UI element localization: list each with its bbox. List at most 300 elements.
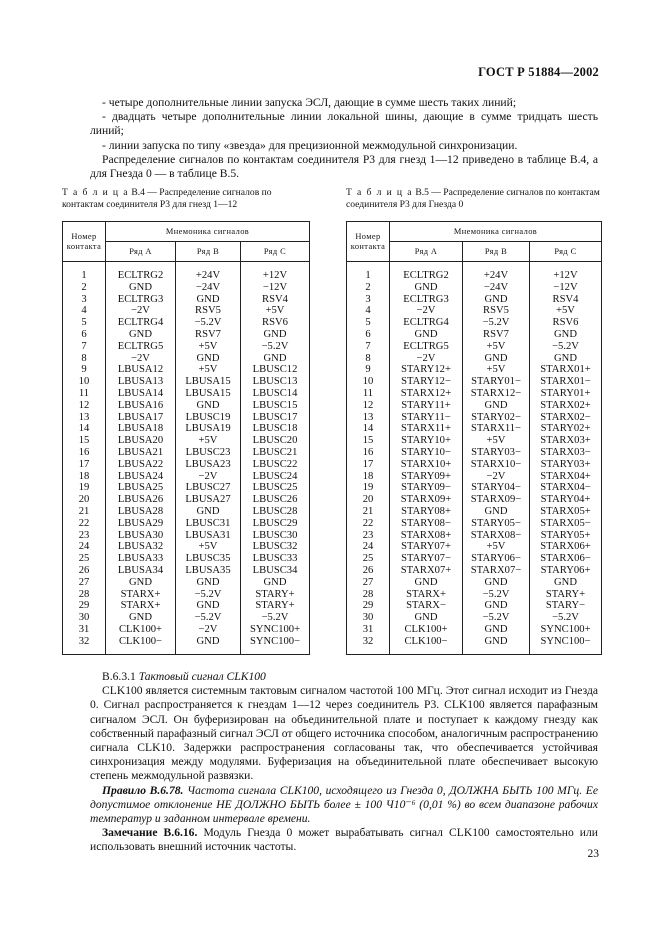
cell-number: 19 — [63, 482, 106, 494]
table-b4-header-row-b: Ряд В — [176, 242, 241, 262]
cell-row-b: GND — [463, 577, 530, 589]
cell-row-a: STARX+ — [390, 589, 463, 601]
cell-number: 7 — [63, 341, 106, 353]
table-row — [347, 294, 602, 306]
cell-number: 29 — [63, 600, 106, 612]
cell-row-c: STARX04− — [530, 482, 602, 494]
cell-row-c: STARX03− — [530, 447, 602, 459]
table-row — [347, 353, 602, 365]
table-b5-caption-prefix: Т а б л и ц а — [346, 187, 413, 198]
cell-number: 1 — [347, 262, 390, 282]
cell-row-c: GND — [530, 329, 602, 341]
cell-number: 9 — [63, 364, 106, 376]
table-row — [347, 317, 602, 329]
cell-row-c: LBUSC13 — [241, 376, 310, 388]
cell-number: 28 — [63, 589, 106, 601]
cell-row-a: −2V — [390, 353, 463, 365]
cell-number: 26 — [347, 565, 390, 577]
cell-number: 13 — [347, 412, 390, 424]
cell-number: 30 — [63, 612, 106, 624]
cell-row-c: −5.2V — [530, 612, 602, 624]
cell-row-b: STARY05− — [463, 518, 530, 530]
cell-row-c: STARY− — [530, 600, 602, 612]
table-row — [347, 589, 602, 601]
cell-row-a: ECLTRG4 — [390, 317, 463, 329]
cell-row-b: +5V — [463, 435, 530, 447]
table-row — [347, 541, 602, 553]
cell-number: 2 — [347, 282, 390, 294]
cell-row-c: STARY+ — [241, 600, 310, 612]
cell-number: 26 — [63, 565, 106, 577]
cell-row-a: LBUSA16 — [106, 400, 176, 412]
section-heading-title: Тактовый сигнал CLK100 — [138, 670, 266, 683]
cell-row-b: STARY03− — [463, 447, 530, 459]
rule-text: Частота сигнала CLK100, исходящего из Гнезда 0, ДОЛЖНА БЫТЬ 100 МГц. Ее допустимое отклонение НЕ ДОЛЖНО БЫТЬ более ± 100 Ч10⁻⁶ (0,01 %) во всем диапазоне рабочих температур и заданном интервале времени. — [90, 783, 598, 826]
cell-number: 22 — [347, 518, 390, 530]
cell-row-a: STARY07− — [390, 553, 463, 565]
cell-row-a: LBUSA20 — [106, 435, 176, 447]
page-number: 23 — [587, 848, 599, 860]
cell-number: 23 — [63, 530, 106, 542]
cell-row-b: STARX12− — [463, 388, 530, 400]
cell-row-c: STARX02− — [530, 412, 602, 424]
table-row — [63, 364, 310, 376]
cell-row-b: LBUSC31 — [176, 518, 241, 530]
table-row — [63, 506, 310, 518]
cell-row-c: +12V — [241, 262, 310, 282]
cell-row-b: −2V — [176, 471, 241, 483]
cell-row-b: +5V — [176, 364, 241, 376]
cell-number: 8 — [347, 353, 390, 365]
cell-row-a: LBUSA33 — [106, 553, 176, 565]
cell-row-b: GND — [463, 600, 530, 612]
cell-row-c: −5.2V — [241, 612, 310, 624]
table-row — [347, 459, 602, 471]
cell-row-b: −5.2V — [176, 612, 241, 624]
table-row — [347, 447, 602, 459]
cell-row-c: GND — [530, 577, 602, 589]
table-row — [63, 624, 310, 636]
section-heading — [90, 670, 598, 684]
cell-row-a: STARY10+ — [390, 435, 463, 447]
cell-number: 4 — [347, 305, 390, 317]
table-row — [63, 541, 310, 553]
intro-line-4: Распределение сигналов по контактам соединителя Р3 для гнезд 1—12 приведено в таблице В.4, а для Гнезда 0 — в таблице В.5. — [90, 152, 598, 181]
table-row — [63, 612, 310, 624]
cell-row-a: STARY11+ — [390, 400, 463, 412]
table-row — [347, 518, 602, 530]
cell-row-c: RSV6 — [241, 317, 310, 329]
intro-line-3: - линии запуска по типу «звезда» для прецизионной межмодульной синхронизации. — [102, 138, 518, 152]
cell-row-b: GND — [463, 400, 530, 412]
cell-row-c: LBUSC22 — [241, 459, 310, 471]
cell-number: 32 — [347, 636, 390, 654]
cell-row-a: LBUSA22 — [106, 459, 176, 471]
cell-row-b: GND — [463, 506, 530, 518]
cell-row-b: −24V — [176, 282, 241, 294]
cell-number: 24 — [347, 541, 390, 553]
cell-number: 6 — [63, 329, 106, 341]
cell-row-c: LBUSC32 — [241, 541, 310, 553]
cell-number: 25 — [63, 553, 106, 565]
table-row — [63, 577, 310, 589]
cell-row-a: STARX09+ — [390, 494, 463, 506]
cell-number: 17 — [347, 459, 390, 471]
table-b5-header-row-a: Ряд А — [390, 242, 463, 262]
cell-row-c: LBUSC12 — [241, 364, 310, 376]
table-row — [63, 600, 310, 612]
table-row — [63, 353, 310, 365]
table-row — [347, 636, 602, 654]
cell-row-b: +5V — [176, 341, 241, 353]
cell-row-a: STARX+ — [106, 589, 176, 601]
cell-row-a: STARX− — [390, 600, 463, 612]
cell-row-b: GND — [176, 577, 241, 589]
cell-row-b: GND — [176, 353, 241, 365]
cell-row-a: STARX12+ — [390, 388, 463, 400]
section-text — [90, 670, 598, 855]
cell-row-b: GND — [176, 636, 241, 654]
cell-row-b: −5.2V — [463, 317, 530, 329]
cell-number: 16 — [347, 447, 390, 459]
standard-header: ГОСТ Р 51884—2002 — [478, 65, 599, 79]
cell-row-c: STARX02+ — [530, 400, 602, 412]
cell-row-c: STARY+ — [530, 589, 602, 601]
cell-row-b: LBUSA31 — [176, 530, 241, 542]
cell-row-c: LBUSC21 — [241, 447, 310, 459]
cell-row-c: LBUSC29 — [241, 518, 310, 530]
cell-row-a: STARY09− — [390, 482, 463, 494]
cell-number: 29 — [347, 600, 390, 612]
cell-row-a: GND — [390, 577, 463, 589]
cell-row-c: GND — [241, 577, 310, 589]
section-heading-number: В.6.3.1 — [102, 670, 136, 683]
cell-row-c: SYNC100+ — [530, 624, 602, 636]
table-row — [63, 294, 310, 306]
cell-row-b: −5.2V — [463, 589, 530, 601]
cell-number: 28 — [347, 589, 390, 601]
cell-row-c: SYNC100+ — [241, 624, 310, 636]
cell-row-a: ECLTRG3 — [390, 294, 463, 306]
cell-row-b: LBUSC27 — [176, 482, 241, 494]
table-row — [347, 482, 602, 494]
cell-row-c: LBUSC30 — [241, 530, 310, 542]
cell-row-b: GND — [463, 624, 530, 636]
cell-row-c: LBUSC14 — [241, 388, 310, 400]
cell-row-b: LBUSA23 — [176, 459, 241, 471]
table-row — [63, 553, 310, 565]
cell-row-a: −2V — [390, 305, 463, 317]
cell-row-b: LBUSA27 — [176, 494, 241, 506]
cell-row-b: RSV5 — [176, 305, 241, 317]
cell-row-a: STARY11− — [390, 412, 463, 424]
cell-number: 27 — [63, 577, 106, 589]
cell-row-b: STARY01− — [463, 376, 530, 388]
cell-number: 21 — [63, 506, 106, 518]
cell-number: 31 — [63, 624, 106, 636]
cell-row-b: LBUSA19 — [176, 423, 241, 435]
table-row — [347, 565, 602, 577]
table-b4-header-number: Номер контакта — [63, 222, 106, 262]
cell-number: 14 — [63, 423, 106, 435]
table-b4-caption-prefix: Т а б л и ц а — [62, 187, 129, 198]
table-b5-header-number: Номер контакта — [347, 222, 390, 262]
cell-number: 1 — [63, 262, 106, 282]
cell-number: 20 — [347, 494, 390, 506]
table-row — [63, 589, 310, 601]
cell-number: 31 — [347, 624, 390, 636]
cell-row-b: +5V — [176, 541, 241, 553]
cell-row-c: LBUSC15 — [241, 400, 310, 412]
cell-row-a: STARY08+ — [390, 506, 463, 518]
cell-row-a: ECLTRG2 — [106, 262, 176, 282]
cell-row-b: −24V — [463, 282, 530, 294]
note-label: Замечание В.6.16. — [102, 826, 198, 840]
cell-row-a: −2V — [106, 353, 176, 365]
cell-row-c: STARX01+ — [530, 364, 602, 376]
table-row — [63, 376, 310, 388]
table-b4-caption-text: В.4 — Распределение сигналов по контактам соединителя Р3 для гнезд 1—12 — [62, 187, 272, 210]
note-paragraph — [90, 826, 598, 854]
cell-row-b: STARY04− — [463, 482, 530, 494]
cell-row-b: STARY06− — [463, 553, 530, 565]
cell-row-b: GND — [463, 636, 530, 654]
cell-row-a: STARY10− — [390, 447, 463, 459]
cell-row-b: GND — [176, 600, 241, 612]
table-row — [347, 423, 602, 435]
cell-row-c: STARX01− — [530, 376, 602, 388]
cell-row-a: ECLTRG5 — [106, 341, 176, 353]
cell-row-b: −5.2V — [463, 612, 530, 624]
table-b5-header-row-b: Ряд В — [463, 242, 530, 262]
table-row — [347, 388, 602, 400]
cell-row-c: LBUSC20 — [241, 435, 310, 447]
table-row — [63, 518, 310, 530]
cell-row-b: +24V — [176, 262, 241, 282]
table-row — [63, 447, 310, 459]
table-row — [63, 494, 310, 506]
cell-number: 3 — [63, 294, 106, 306]
cell-number: 25 — [347, 553, 390, 565]
cell-number: 20 — [63, 494, 106, 506]
cell-row-c: GND — [241, 353, 310, 365]
cell-number: 16 — [63, 447, 106, 459]
cell-number: 18 — [347, 471, 390, 483]
cell-row-b: +5V — [463, 541, 530, 553]
cell-row-b: −5.2V — [176, 589, 241, 601]
cell-row-a: CLK100+ — [106, 624, 176, 636]
cell-row-a: STARX11+ — [390, 423, 463, 435]
cell-row-a: GND — [390, 329, 463, 341]
cell-number: 3 — [347, 294, 390, 306]
intro-line-1: - четыре дополнительные линии запуска ЭСЛ, дающие в сумме шесть таких линий; — [102, 96, 517, 109]
cell-number: 12 — [347, 400, 390, 412]
table-b5 — [346, 221, 602, 655]
cell-row-c: STARY+ — [241, 589, 310, 601]
table-row — [347, 530, 602, 542]
cell-row-b: LBUSC19 — [176, 412, 241, 424]
table-row — [63, 341, 310, 353]
cell-row-c: −5.2V — [241, 341, 310, 353]
cell-number: 6 — [347, 329, 390, 341]
cell-row-b: STARX10− — [463, 459, 530, 471]
cell-row-a: CLK100− — [390, 636, 463, 654]
cell-row-b: LBUSA15 — [176, 388, 241, 400]
cell-number: 15 — [63, 435, 106, 447]
cell-number: 23 — [347, 530, 390, 542]
table-row — [63, 530, 310, 542]
cell-row-b: GND — [463, 353, 530, 365]
cell-row-a: −2V — [106, 305, 176, 317]
cell-row-c: STARY05+ — [530, 530, 602, 542]
cell-row-a: CLK100− — [106, 636, 176, 654]
cell-row-a: ECLTRG3 — [106, 294, 176, 306]
table-row — [347, 600, 602, 612]
cell-number: 27 — [347, 577, 390, 589]
cell-row-b: GND — [176, 294, 241, 306]
cell-number: 22 — [63, 518, 106, 530]
cell-number: 7 — [347, 341, 390, 353]
table-row — [347, 282, 602, 294]
cell-row-a: LBUSA17 — [106, 412, 176, 424]
table-row — [63, 317, 310, 329]
cell-row-b: GND — [176, 400, 241, 412]
section-paragraph: CLK100 является системным тактовым сигналом частотой 100 МГц. Этот сигнал исходит из Гнезда 0. Сигнал распространяется к гнездам 1—12 через соединитель Р3. CLK100 является парафазным сигналом ЭСЛ. Он буферизирован на объединительной плате и поступает к каждому гнезду как собственный парафазный сигнал ЭСЛ от общего источника способом, аналогичным распространению сигнала CLK10. Задержки распространения согласованы так, что обеспечивается устойчивая синхронизация между модулями. Буферизация на объединительной плате обеспечивает высокую степень межмодульной развязки. — [90, 684, 598, 783]
cell-row-c: LBUSC34 — [241, 565, 310, 577]
cell-row-b: STARX07− — [463, 565, 530, 577]
cell-row-c: +12V — [530, 262, 602, 282]
table-row — [63, 482, 310, 494]
cell-row-b: LBUSA15 — [176, 376, 241, 388]
cell-number: 30 — [347, 612, 390, 624]
cell-row-a: LBUSA26 — [106, 494, 176, 506]
cell-number: 11 — [347, 388, 390, 400]
cell-row-a: LBUSA30 — [106, 530, 176, 542]
cell-row-b: +5V — [176, 435, 241, 447]
cell-row-a: GND — [390, 282, 463, 294]
table-row — [347, 624, 602, 636]
table-b4 — [62, 221, 310, 655]
cell-row-a: GND — [106, 282, 176, 294]
table-row — [63, 565, 310, 577]
cell-row-c: LBUSC26 — [241, 494, 310, 506]
table-row — [63, 262, 310, 282]
note-text: Модуль Гнезда 0 может вырабатывать сигнал CLK100 самостоятельно или использовать внешний источник частоты. — [90, 826, 598, 854]
cell-number: 13 — [63, 412, 106, 424]
cell-number: 19 — [347, 482, 390, 494]
cell-number: 24 — [63, 541, 106, 553]
table-row — [63, 435, 310, 447]
cell-row-c: RSV4 — [530, 294, 602, 306]
table-row — [63, 412, 310, 424]
intro-line-2: - двадцать четыре дополнительные линии локальной шины, дающие в сумме тридцать шесть линий; — [90, 110, 598, 138]
table-b4-header-mnemonic: Мнемоника сигналов — [106, 222, 310, 242]
cell-row-a: LBUSA13 — [106, 376, 176, 388]
cell-number: 10 — [63, 376, 106, 388]
table-row — [347, 329, 602, 341]
cell-row-c: STARY01+ — [530, 388, 602, 400]
table-b5-caption — [346, 187, 601, 210]
cell-row-b: STARX09− — [463, 494, 530, 506]
intro-text — [90, 96, 598, 181]
table-row — [347, 494, 602, 506]
cell-number: 5 — [347, 317, 390, 329]
cell-number: 21 — [347, 506, 390, 518]
cell-row-c: −12V — [530, 282, 602, 294]
table-row — [347, 471, 602, 483]
cell-row-b: RSV5 — [463, 305, 530, 317]
table-row — [347, 612, 602, 624]
cell-row-a: STARX07+ — [390, 565, 463, 577]
cell-row-a: LBUSA25 — [106, 482, 176, 494]
cell-row-c: STARY02+ — [530, 423, 602, 435]
cell-row-a: ECLTRG2 — [390, 262, 463, 282]
cell-number: 9 — [347, 364, 390, 376]
cell-row-a: STARY09+ — [390, 471, 463, 483]
cell-row-b: −2V — [463, 471, 530, 483]
cell-row-b: +24V — [463, 262, 530, 282]
cell-row-c: GND — [530, 353, 602, 365]
table-b5-header-row-c: Ряд С — [530, 242, 602, 262]
table-row — [63, 400, 310, 412]
cell-row-b: LBUSC35 — [176, 553, 241, 565]
table-row — [63, 329, 310, 341]
cell-row-a: LBUSA18 — [106, 423, 176, 435]
cell-row-b: LBUSA35 — [176, 565, 241, 577]
table-row — [347, 553, 602, 565]
table-row — [63, 459, 310, 471]
cell-row-a: STARX+ — [106, 600, 176, 612]
table-b4-body — [63, 262, 310, 655]
table-row — [63, 305, 310, 317]
cell-row-a: STARY12− — [390, 376, 463, 388]
table-b4-header-row-a: Ряд А — [106, 242, 176, 262]
table-row — [63, 636, 310, 654]
cell-row-b: LBUSC23 — [176, 447, 241, 459]
cell-row-c: STARY03+ — [530, 459, 602, 471]
cell-row-c: −5.2V — [530, 341, 602, 353]
cell-row-b: +5V — [463, 341, 530, 353]
cell-number: 10 — [347, 376, 390, 388]
cell-row-c: LBUSC18 — [241, 423, 310, 435]
table-row — [347, 376, 602, 388]
table-row — [347, 412, 602, 424]
table-row — [63, 388, 310, 400]
cell-row-c: STARY04+ — [530, 494, 602, 506]
cell-number: 12 — [63, 400, 106, 412]
table-b4-caption — [62, 187, 284, 210]
cell-row-c: STARX06− — [530, 553, 602, 565]
cell-row-a: LBUSA14 — [106, 388, 176, 400]
cell-row-c: RSV4 — [241, 294, 310, 306]
table-b5-header-mnemonic: Мнемоника сигналов — [390, 222, 602, 242]
cell-row-c: STARX05+ — [530, 506, 602, 518]
cell-number: 2 — [63, 282, 106, 294]
cell-row-c: LBUSC28 — [241, 506, 310, 518]
table-b5-caption-text: В.5 — Распределение сигналов по контактам соединителя Р3 для Гнезда 0 — [346, 187, 600, 210]
cell-row-c: STARX03+ — [530, 435, 602, 447]
cell-number: 18 — [63, 471, 106, 483]
cell-row-c: +5V — [530, 305, 602, 317]
table-row — [347, 341, 602, 353]
cell-row-a: LBUSA24 — [106, 471, 176, 483]
cell-number: 4 — [63, 305, 106, 317]
cell-row-a: STARX08+ — [390, 530, 463, 542]
cell-row-b: GND — [176, 506, 241, 518]
cell-row-b: STARY02− — [463, 412, 530, 424]
cell-row-a: STARY08− — [390, 518, 463, 530]
cell-row-a: LBUSA32 — [106, 541, 176, 553]
